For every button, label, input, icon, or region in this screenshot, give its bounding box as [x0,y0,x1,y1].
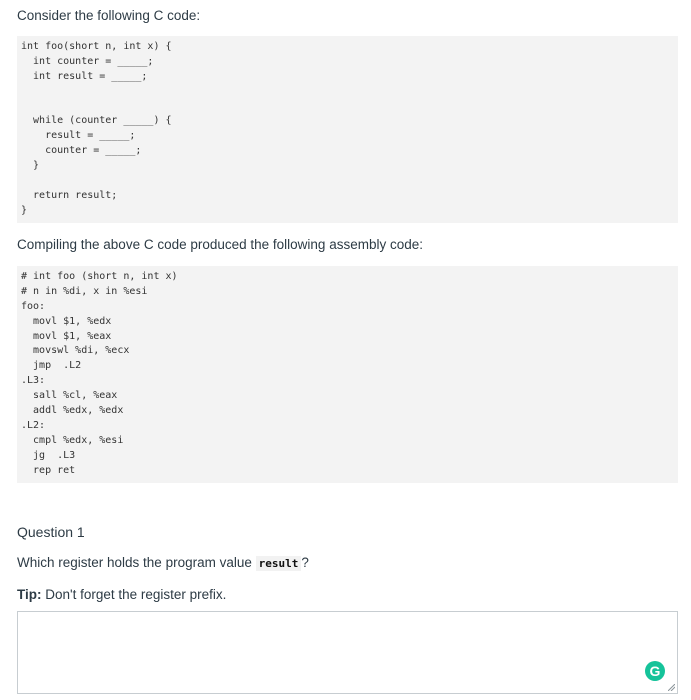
code-line: movl $1, %edx [21,315,112,327]
code-line: jg .L3 [21,449,76,461]
question-text-before: Which register holds the program value [17,555,256,570]
code-line: movswl %di, %ecx [21,345,130,357]
code-line: } [21,160,40,172]
code-line: # int foo (short n, int x) [21,271,178,282]
code-line: int result = _____; [21,70,148,82]
code-line: } [21,204,28,216]
code-line: foo: [21,300,46,312]
code-line: result = _____; [21,130,136,142]
question-text [17,554,309,573]
code-line: sall %cl, %eax [21,390,118,402]
code-line [21,85,678,100]
code-line: int counter = _____; [21,55,154,67]
code-line: movl $1, %eax [21,330,112,342]
answer-textarea[interactable] [17,611,678,694]
code-line: while (counter _____) { [21,115,172,127]
tip-body: Don't forget the register prefix. [41,587,227,602]
asm-code-block [17,266,678,483]
c-code-block [17,36,678,223]
resize-handle-icon[interactable] [668,684,675,691]
code-line: return result; [21,189,118,201]
code-line: counter = _____; [21,145,142,157]
inline-code: result [256,556,302,571]
code-line: .L3: [21,375,46,387]
question-text-after: ? [301,555,309,570]
code-line: # n in %di, x in %esi [21,285,148,297]
code-line: addl %edx, %edx [21,405,124,417]
code-line: cmpl %edx, %esi [21,434,124,446]
code-line: int foo(short n, int x) { [21,41,172,52]
code-line [21,174,678,189]
intro-text: Consider the following C code: [17,8,201,23]
code-line: jmp .L2 [21,360,82,372]
grammarly-icon[interactable]: G [645,661,665,681]
code-line: rep ret [21,464,76,476]
compiled-text: Compiling the above C code produced the following assembly code: [17,237,423,252]
tip-text [17,586,226,604]
code-line [21,100,678,115]
tip-label: Tip: [17,587,42,602]
question-title: Question 1 [17,524,85,540]
code-line: .L2: [21,419,46,431]
